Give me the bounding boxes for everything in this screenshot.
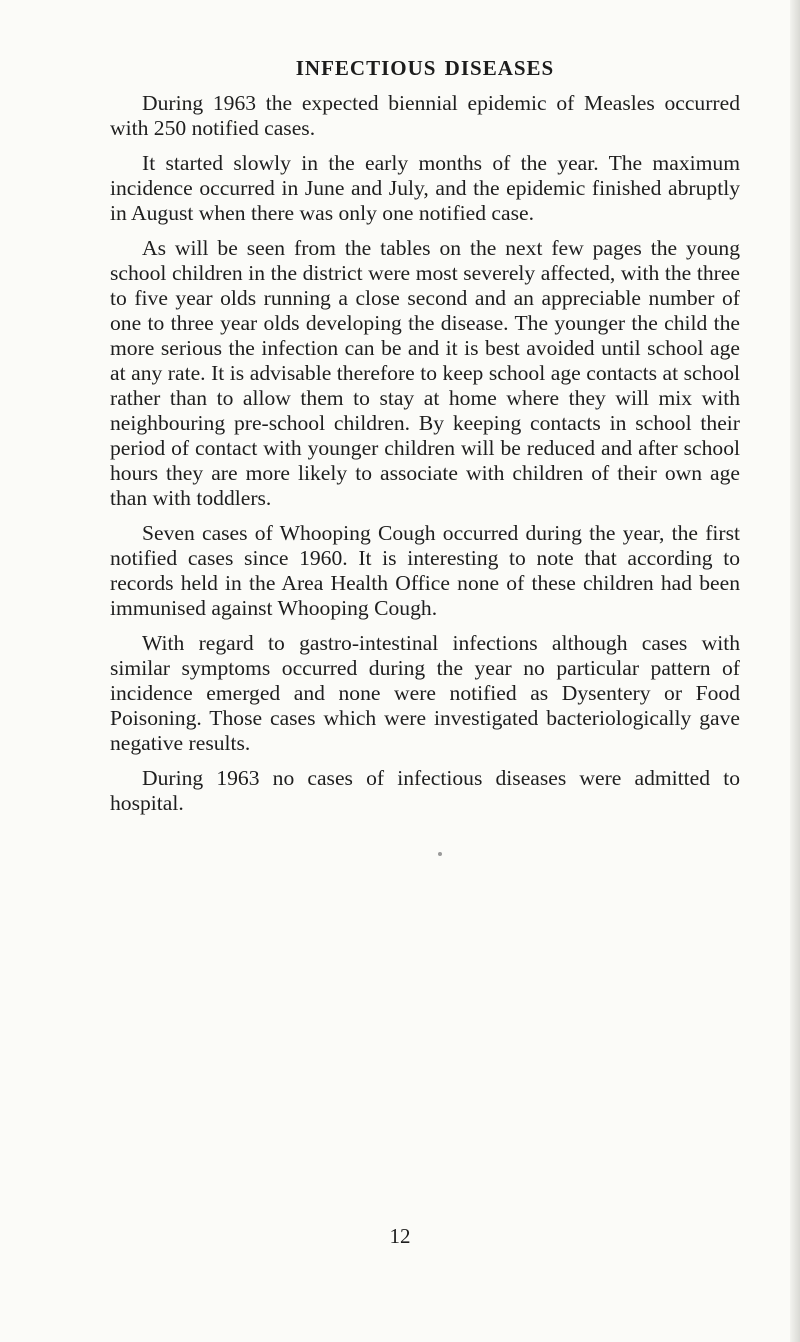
document-body <box>110 56 740 826</box>
page-edge <box>790 0 800 1342</box>
paragraph-whooping-cough: Seven cases of Whooping Cough occurred during the year, the first notified cases since 1960. It is interesting to note that according to records held in the Area Health Office none of these children had been immunised against Whooping Cough. <box>110 521 740 620</box>
paragraph-incidence: It started slowly in the early months of the year. The maximum incidence occurred in June and July, and the epidemic finished abruptly in August when there was only one notified case. <box>110 151 740 225</box>
paragraph-measles: During 1963 the expected biennial epidemic of Measles occurred with 250 notified cases. <box>110 91 740 140</box>
print-speck <box>438 852 442 856</box>
paragraph-school-children: As will be seen from the tables on the next few pages the young school children in the district were most severely affected, with the three to five year olds running a close second and an appreciable number of one to three year olds developing the disease. The younger the child the more serious the infection can be and it is best avoided until school age at any rate. It is advisable therefore to keep school age contacts at school rather than to allow them to stay at home where they will mix with neighbouring pre-school children. By keeping contacts in school their period of contact with younger children will be reduced and after school hours they are more likely to associate with children of their own age than with toddlers. <box>110 236 740 510</box>
page-title: INFECTIOUS DISEASES <box>295 56 555 80</box>
paragraph-gastro-intestinal: With regard to gastro-intestinal infections although cases with similar symptoms occurred during the year no particular pattern of incidence emerged and none were notified as Dysentery or Food Poisoning. Those cases which were investigated bacteriologically gave negative results. <box>110 631 740 755</box>
page-number: 12 <box>389 1224 411 1248</box>
paragraph-hospital: During 1963 no cases of infectious diseases were admitted to hospital. <box>110 766 740 815</box>
